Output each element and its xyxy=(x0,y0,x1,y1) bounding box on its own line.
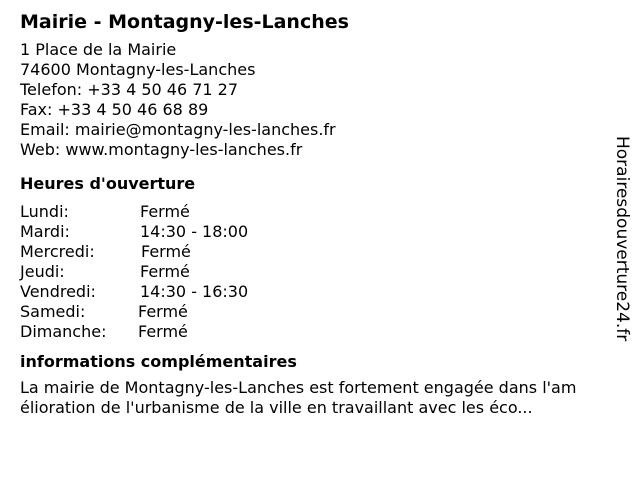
day-label: Mardi: xyxy=(20,222,70,241)
info-heading: informations complémentaires xyxy=(20,352,297,371)
web-line: Web: www.montagny-les-lanches.fr xyxy=(20,140,303,159)
hours-heading: Heures d'ouverture xyxy=(20,174,196,193)
day-label: Samedi: xyxy=(20,302,86,321)
time-value: 14:30 - 18:00 xyxy=(140,222,249,241)
address-city: 74600 Montagny-les-Lanches xyxy=(20,60,256,79)
hours-table xyxy=(20,202,620,342)
email-line: Email: mairie@montagny-les-lanches.fr xyxy=(20,120,336,139)
hours-row-mardi xyxy=(20,222,620,242)
day-label: Vendredi: xyxy=(20,282,96,301)
phone-line: Telefon: +33 4 50 46 71 27 xyxy=(20,80,239,99)
time-value: Fermé xyxy=(138,322,188,341)
info-description xyxy=(20,378,620,418)
time-value: Fermé xyxy=(140,202,190,221)
day-label: Dimanche: xyxy=(20,322,107,341)
hours-row-mercredi xyxy=(20,242,620,262)
hours-row-lundi xyxy=(20,202,620,222)
day-label: Lundi: xyxy=(20,202,69,221)
hours-row-samedi xyxy=(20,302,620,322)
address-street: 1 Place de la Mairie xyxy=(20,40,177,59)
hours-row-jeudi xyxy=(20,262,620,282)
info-text-line-2: élioration de l'urbanisme de la ville en travaillant avec les éco... xyxy=(20,398,533,417)
fax-line: Fax: +33 4 50 46 68 89 xyxy=(20,100,209,119)
day-label: Mercredi: xyxy=(20,242,95,261)
page-title: Mairie - Montagny-les-Lanches xyxy=(20,11,349,33)
address-block xyxy=(20,40,620,160)
hours-row-vendredi xyxy=(20,282,620,302)
hours-row-dimanche xyxy=(20,322,620,342)
day-label: Jeudi: xyxy=(20,262,65,281)
info-text-line-1: La mairie de Montagny-les-Lanches est fortement engagée dans l'am xyxy=(20,378,577,397)
time-value: Fermé xyxy=(138,302,188,321)
site-brand-vertical: Horairesdouverture24.fr xyxy=(612,136,632,342)
time-value: 14:30 - 16:30 xyxy=(140,282,249,301)
content xyxy=(20,10,620,418)
time-value: Fermé xyxy=(141,242,191,261)
time-value: Fermé xyxy=(140,262,190,281)
